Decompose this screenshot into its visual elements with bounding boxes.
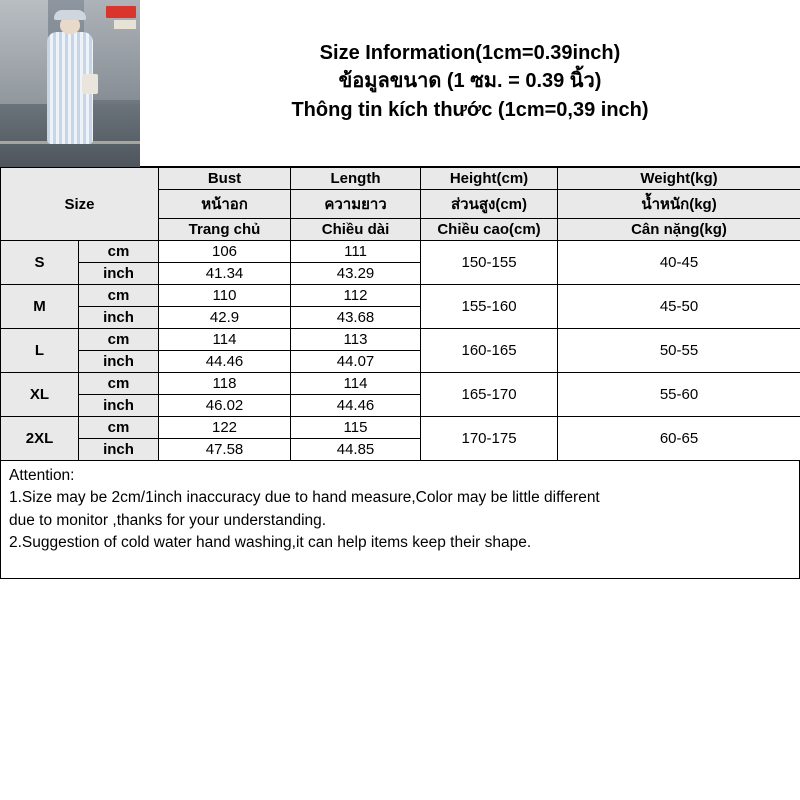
length-inch-m: 43.68: [291, 307, 421, 329]
header-weight-vi: Cân nặng(kg): [558, 219, 800, 241]
length-cm-m: 112: [291, 285, 421, 307]
header-weight-en: Weight(kg): [558, 168, 800, 190]
height-m: 155-160: [421, 285, 558, 329]
header-length-vi: Chiều dài: [291, 219, 421, 241]
table-row: [1, 241, 800, 263]
row-size-l: L: [1, 329, 79, 373]
table-row: [1, 373, 800, 395]
weight-m: 45-50: [558, 285, 800, 329]
unit-inch-m: inch: [79, 307, 159, 329]
unit-inch-2xl: inch: [79, 439, 159, 461]
length-inch-l: 44.07: [291, 351, 421, 373]
header-height-en: Height(cm): [421, 168, 558, 190]
length-cm-s: 111: [291, 241, 421, 263]
header-bust-en: Bust: [159, 168, 291, 190]
header-length-th: ความยาว: [291, 190, 421, 219]
bust-cm-2xl: 122: [159, 417, 291, 439]
table-header-row-en: [1, 168, 800, 190]
bust-inch-s: 41.34: [159, 263, 291, 285]
size-table: [0, 167, 800, 461]
attention-title: Attention:: [9, 467, 75, 484]
header-weight-th: น้ำหนัก(kg): [558, 190, 800, 219]
height-2xl: 170-175: [421, 417, 558, 461]
bust-inch-m: 42.9: [159, 307, 291, 329]
header-height-vi: Chiều cao(cm): [421, 219, 558, 241]
length-cm-xl: 114: [291, 373, 421, 395]
length-inch-xl: 44.46: [291, 395, 421, 417]
row-size-2xl: 2XL: [1, 417, 79, 461]
row-size-m: M: [1, 285, 79, 329]
attention-line-1: 1.Size may be 2cm/1inch inaccuracy due to hand measure,Color may be little different: [9, 489, 600, 507]
bust-inch-xl: 46.02: [159, 395, 291, 417]
length-inch-2xl: 44.85: [291, 439, 421, 461]
weight-s: 40-45: [558, 241, 800, 285]
header-block: [0, 0, 800, 167]
unit-inch-s: inch: [79, 263, 159, 285]
bust-cm-s: 106: [159, 241, 291, 263]
photo-model-bag: [82, 74, 98, 94]
unit-cm-xl: cm: [79, 373, 159, 395]
attention-line-3: 2.Suggestion of cold water hand washing,it can help items keep their shape.: [9, 534, 532, 552]
bust-inch-2xl: 47.58: [159, 439, 291, 461]
title-block: [140, 0, 800, 167]
unit-inch-xl: inch: [79, 395, 159, 417]
length-cm-2xl: 115: [291, 417, 421, 439]
bottom-spacer: [0, 579, 800, 617]
title-line-vi: Thông tin kích thước (1cm=0,39 inch): [291, 98, 649, 121]
bust-cm-m: 110: [159, 285, 291, 307]
table-row: [1, 329, 800, 351]
length-inch-s: 43.29: [291, 263, 421, 285]
photo-building-left: [0, 0, 48, 110]
unit-cm-2xl: cm: [79, 417, 159, 439]
bust-inch-l: 44.46: [159, 351, 291, 373]
title-line-en: Size Information(1cm=0.39inch): [319, 41, 621, 64]
bust-cm-l: 114: [159, 329, 291, 351]
photo-model-hat: [54, 10, 86, 20]
photo-sign-white: [114, 20, 136, 29]
unit-cm-s: cm: [79, 241, 159, 263]
height-s: 150-155: [421, 241, 558, 285]
height-xl: 165-170: [421, 373, 558, 417]
row-size-xl: XL: [1, 373, 79, 417]
weight-2xl: 60-65: [558, 417, 800, 461]
table-row: [1, 285, 800, 307]
weight-xl: 55-60: [558, 373, 800, 417]
header-size-cell: Size: [1, 168, 159, 241]
unit-cm-l: cm: [79, 329, 159, 351]
unit-inch-l: inch: [79, 351, 159, 373]
attention-block: [0, 461, 800, 579]
header-bust-th: หน้าอก: [159, 190, 291, 219]
weight-l: 50-55: [558, 329, 800, 373]
header-length-en: Length: [291, 168, 421, 190]
length-cm-l: 113: [291, 329, 421, 351]
photo-sign-red: [106, 6, 136, 18]
title-line-th: ข้อมูลขนาด (1 ซม. = 0.39 นิ้ว): [338, 70, 602, 93]
table-row: [1, 417, 800, 439]
attention-line-2: due to monitor ,thanks for your understanding.: [9, 511, 327, 529]
header-bust-vi: Trang chủ: [159, 219, 291, 241]
height-l: 160-165: [421, 329, 558, 373]
product-photo: [0, 0, 140, 167]
bust-cm-xl: 118: [159, 373, 291, 395]
row-size-s: S: [1, 241, 79, 285]
unit-cm-m: cm: [79, 285, 159, 307]
header-height-th: ส่วนสูง(cm): [421, 190, 558, 219]
